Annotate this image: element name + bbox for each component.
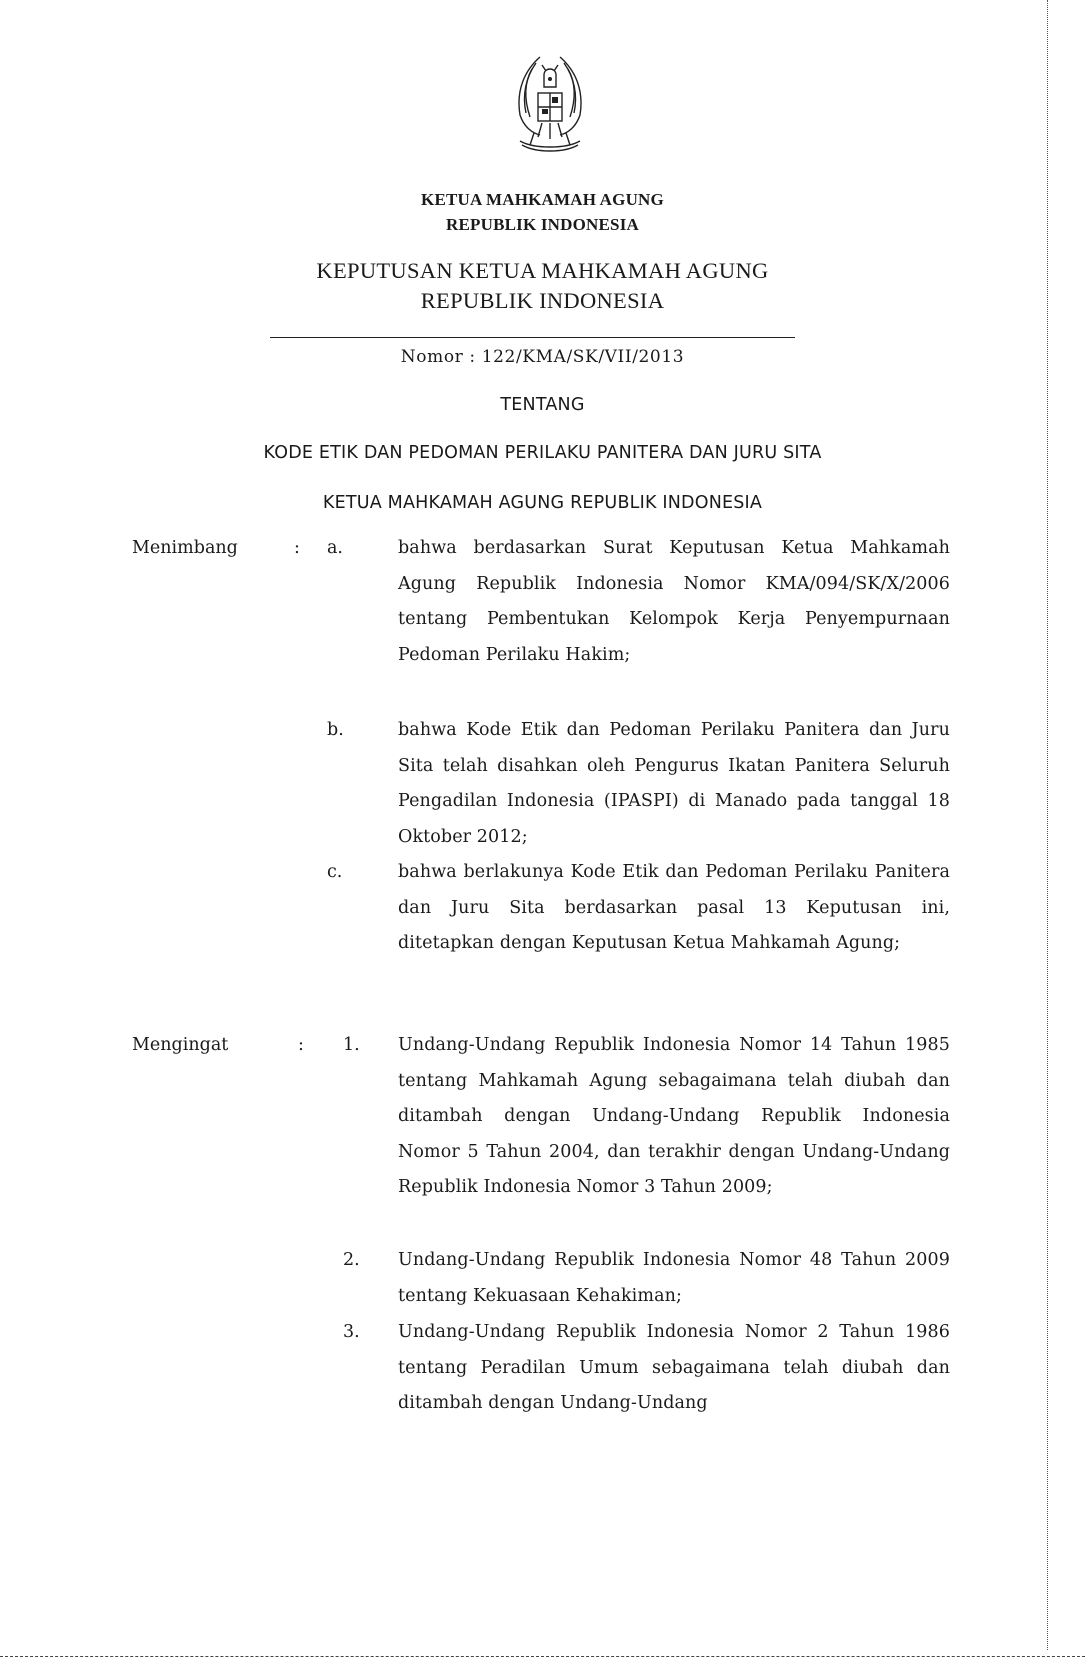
item-marker: 3. [343,1322,360,1342]
mengingat-item-2: Undang-Undang Republik Indonesia Nomor 48 Tahun 2009 tentang Kekuasaan Kehakiman; [398,1250,950,1306]
item-marker: b. [327,720,344,740]
decree-title-line-1: KEPUTUSAN KETUA MAHKAMAH AGUNG [316,258,769,283]
decree-subject: KODE ETIK DAN PEDOMAN PERILAKU PANITERA DAN JURU SITA [263,443,822,463]
scan-edge-bottom [0,1656,1085,1657]
menimbang-item-a: bahwa berdasarkan Surat Keputusan Ketua Mahkamah Agung Republik Indonesia Nomor KMA/094/SK/X/2006 tentang Pembentukan Kelompok Kerja Penyempurnaan Pedoman Perilaku Hakim; [398,538,950,665]
item-marker: 2. [343,1250,360,1270]
menimbang-item-c: bahwa berlakunya Kode Etik dan Pedoman Perilaku Panitera dan Juru Sita berdasarkan pasal 13 Keputusan ini, ditetapkan dengan Keputusan Ketua Mahkamah Agung; [398,862,950,953]
item-marker: c. [327,862,343,882]
issuer-line-1: KETUA MAHKAMAH AGUNG [421,190,664,209]
garuda-emblem-icon [490,45,610,160]
decree-authority: KETUA MAHKAMAH AGUNG REPUBLIK INDONESIA [322,493,763,513]
decree-title-line-2: REPUBLIK INDONESIA [420,288,665,313]
menimbang-item-b: bahwa Kode Etik dan Pedoman Perilaku Panitera dan Juru Sita telah disahkan oleh Pengurus Ikatan Panitera Seluruh Pengadilan Indonesia (IPASPI) di Manado pada tanggal 18 Oktober 2012; [398,720,950,847]
issuer-line-2: REPUBLIK INDONESIA [446,215,639,234]
mengingat-label: Mengingat [132,1035,229,1055]
item-marker: a. [327,538,343,558]
mengingat-item-1: Undang-Undang Republik Indonesia Nomor 14 Tahun 1985 tentang Mahkamah Agung sebagaimana telah diubah dan ditambah dengan Undang-Undang Republik Indonesia Nomor 5 Tahun 2004, dan terakhir dengan Undang-Undang Republik Indonesia Nomor 3 Tahun 2009; [398,1035,950,1197]
scan-edge-right [1047,0,1048,1650]
item-marker: 1. [343,1035,360,1055]
mengingat-item-3: Undang-Undang Republik Indonesia Nomor 2 Tahun 1986 tentang Peradilan Umum sebagaimana telah diubah dan ditambah dengan Undang-Undang [398,1322,950,1413]
title-underline [270,337,795,338]
menimbang-label: Menimbang [132,538,238,558]
decree-number: Nomor : 122/KMA/SK/VII/2013 [400,347,685,367]
menimbang-colon: : [294,538,300,558]
tentang-label: TENTANG [500,395,585,415]
mengingat-colon: : [298,1035,304,1055]
